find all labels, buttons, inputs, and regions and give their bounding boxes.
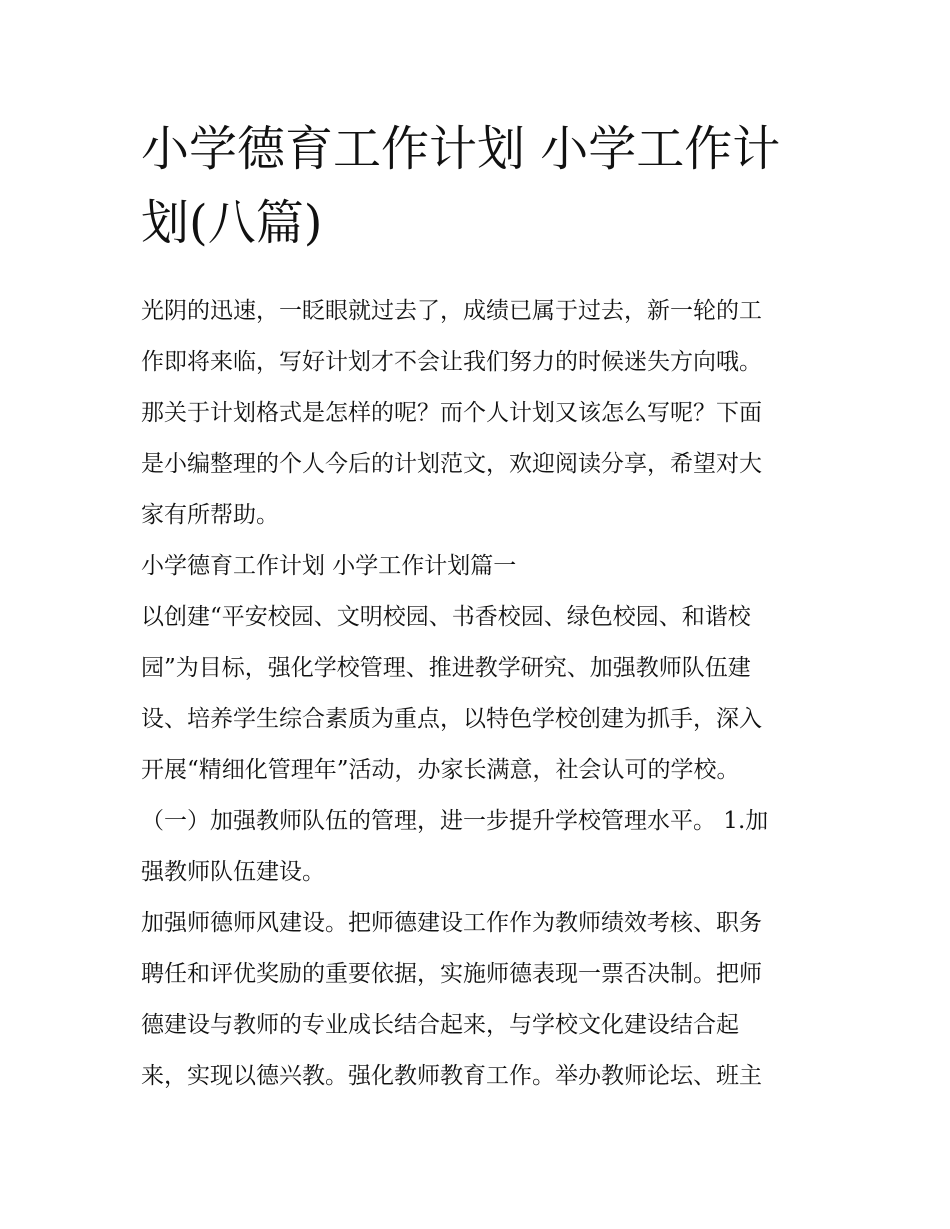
text-line: 家有所帮助。 [141, 502, 279, 528]
document-body [141, 112, 813, 1102]
section-heading: 小学德育工作计划 小学工作计划篇一 [141, 553, 517, 579]
text-line: 以创建“平安校园、文明校园、书香校园、绿色校园、和谐校 [141, 604, 751, 630]
text-line: 加强师德师风建设。把师德建设工作作为教师绩效考核、职务 [141, 910, 762, 936]
document-title [141, 112, 813, 260]
text-line: 作即将来临，写好计划才不会让我们努力的时候迷失方向哦。 [141, 349, 762, 375]
text-line: 德建设与教师的专业成长结合起来，与学校文化建设结合起 [141, 1012, 739, 1038]
text-line: 来，实现以德兴教。强化教师教育工作。举办教师论坛、班主 [141, 1063, 762, 1089]
text-line: 开展“精细化管理年”活动，办家长满意，社会认可的学校。 [141, 757, 740, 783]
text-line: 强教师队伍建设。 [141, 859, 325, 885]
body-text [141, 286, 813, 1102]
text-line: （一）加强教师队伍的管理，进一步提升学校管理水平。 1.加 [141, 808, 769, 834]
text-line: 聘任和评优奖励的重要依据，实施师德表现一票否决制。把师 [141, 961, 762, 987]
text-line: 设、培养学生综合素质为重点，以特色学校创建为抓手，深入 [141, 706, 762, 732]
text-line: 是小编整理的个人今后的计划范文，欢迎阅读分享，希望对大 [141, 451, 762, 477]
title-line: 划(八篇) [141, 195, 323, 251]
title-line: 小学德育工作计划 小学工作计 [141, 121, 781, 177]
text-line: 园”为目标，强化学校管理、推进教学研究、加强教师队伍建 [141, 655, 751, 681]
text-line: 那关于计划格式是怎样的呢？而个人计划又该怎么写呢？下面 [141, 400, 762, 426]
text-line: 光阴的迅速，一眨眼就过去了，成绩已属于过去，新一轮的工 [141, 298, 762, 324]
